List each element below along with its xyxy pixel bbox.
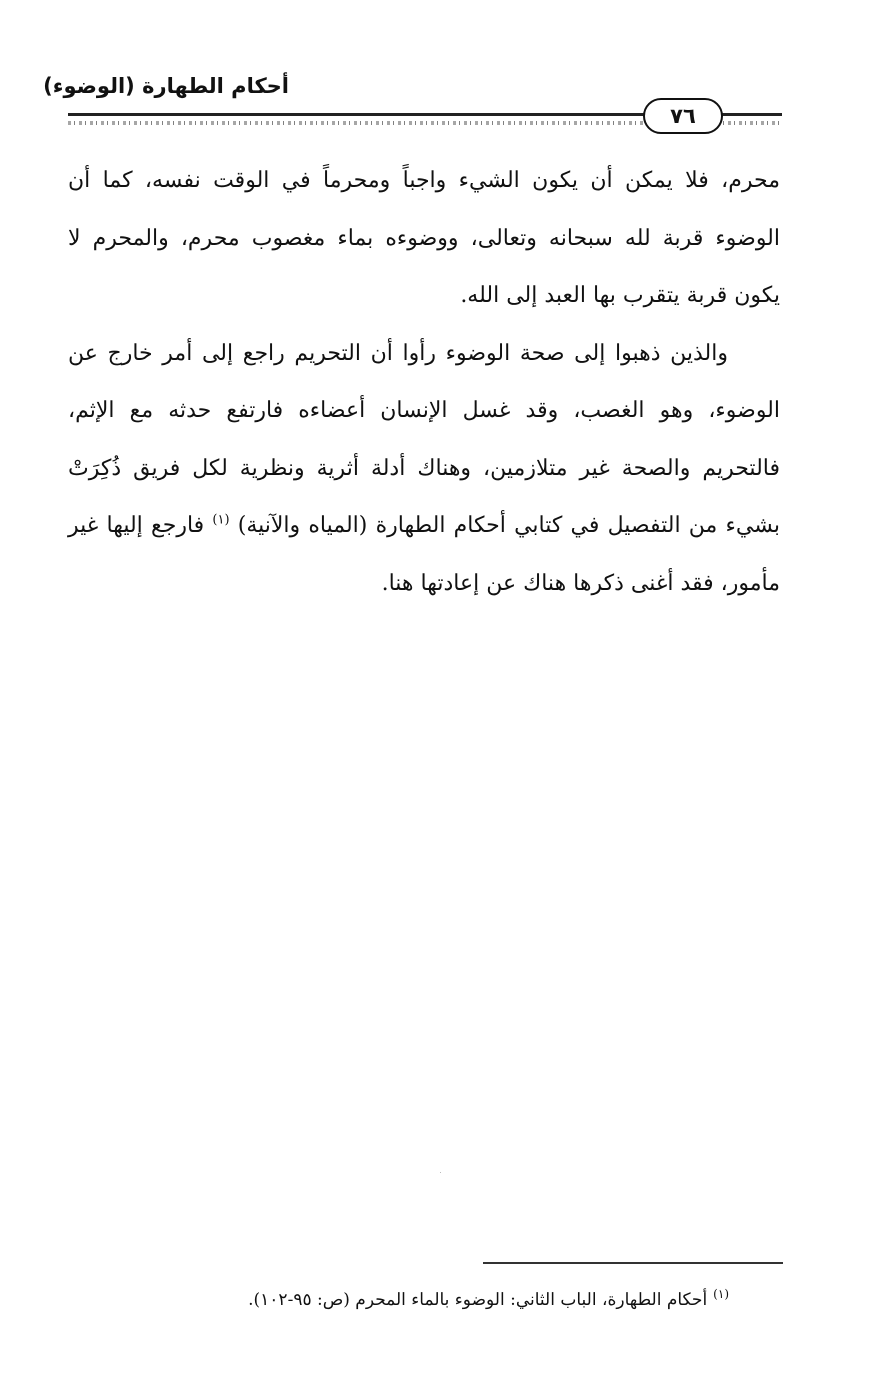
page-number xyxy=(643,98,723,134)
footnote-text: أحكام الطهارة، الباب الثاني: الوضوء بالماء المحرم (ص: ٩٥-١٠٢). xyxy=(248,1290,708,1310)
footnote-separator xyxy=(483,1262,783,1264)
page-number-text: ٧٦ xyxy=(670,103,696,128)
footnote-marker: (١) xyxy=(713,1287,729,1302)
paragraph-1: محرم، فلا يمكن أن يكون الشيء واجباً ومحرماً في الوقت نفسه، كما أن الوضوء قربة لله سبحانه وتعالى، ووضوءه بماء مغصوب محرم، والمحرم لا يكون قربة يتقرب بها العبد إلى الله. xyxy=(68,168,780,308)
main-text xyxy=(68,152,780,612)
scan-speck xyxy=(440,1172,441,1173)
paragraph-2 xyxy=(68,325,780,613)
running-title: أحكام الطهارة (الوضوء) xyxy=(43,74,289,98)
paragraph-2-text-b: فارجع إليها غير مأمور، فقد أغنى ذكرها هناك عن إعادتها هنا. xyxy=(68,513,780,596)
footnote-1 xyxy=(129,1286,729,1314)
footnote-reference[interactable]: (١) xyxy=(212,512,230,528)
paragraph-2-text-a: والذين ذهبوا إلى صحة الوضوء رأوا أن التحريم راجع إلى أمر خارج عن الوضوء، وهو الغصب، وقد غسل الإنسان أعضاءه فارتفع حدثه مع الإثم، فالتحريم والصحة غير متلازمين، وهناك أدلة أثرية ونظرية لكل فريق ذُكِرَتْ بشيء من التفصيل في كتابي أحكام الطهارة (المياه والآنية) xyxy=(68,340,780,538)
